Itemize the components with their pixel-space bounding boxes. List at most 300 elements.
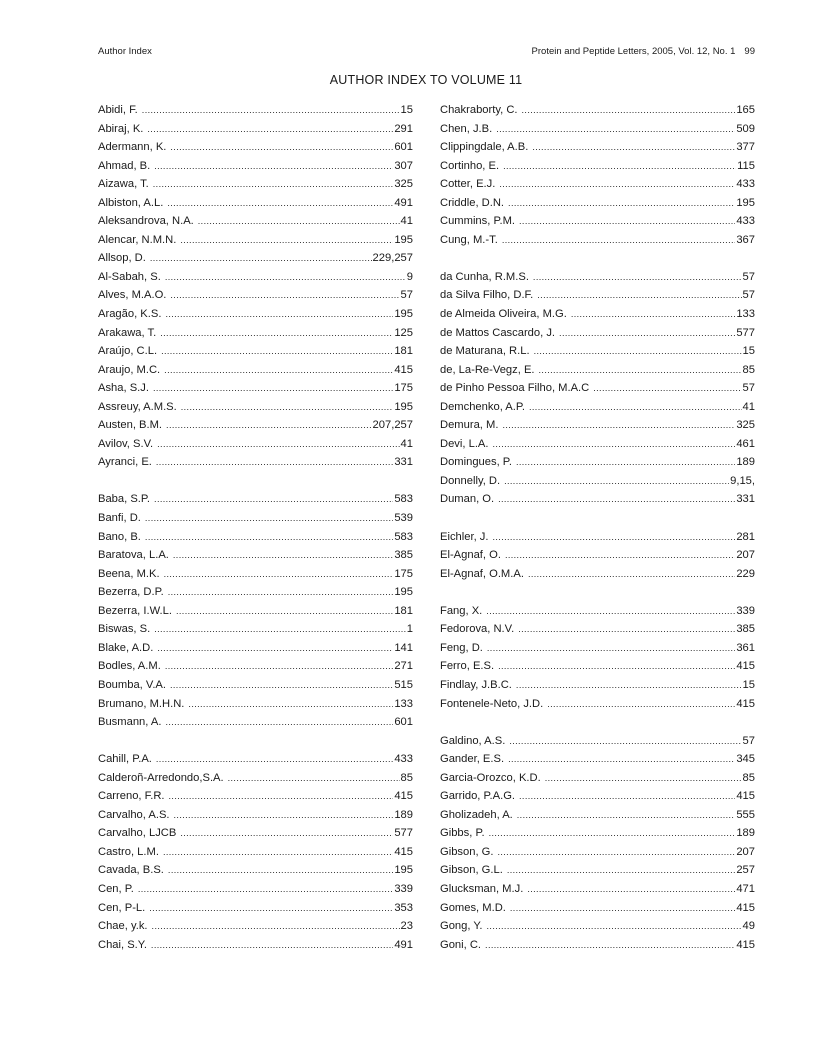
author-name: Abidi, F. bbox=[98, 104, 138, 116]
index-entry bbox=[440, 454, 755, 473]
dot-leader bbox=[519, 213, 735, 229]
page-reference: 555 bbox=[736, 808, 755, 821]
dot-leader bbox=[154, 491, 393, 507]
author-name: Cummins, P.M. bbox=[440, 215, 516, 228]
index-entry bbox=[98, 491, 413, 510]
page-reference: 367 bbox=[736, 233, 755, 246]
author-name: Cen, P-L. bbox=[98, 901, 146, 914]
author-name: Aragão, K.S. bbox=[98, 308, 162, 321]
page-reference: 181 bbox=[394, 604, 413, 617]
index-entry bbox=[440, 881, 755, 900]
dot-leader bbox=[165, 658, 394, 674]
index-entry bbox=[440, 547, 755, 566]
index-entry bbox=[440, 399, 755, 418]
index-entry bbox=[440, 696, 755, 715]
dot-leader bbox=[539, 362, 742, 378]
index-entry bbox=[440, 844, 755, 863]
index-entry bbox=[98, 343, 413, 362]
author-name: Bezerra, D.P. bbox=[98, 586, 164, 599]
index-entry bbox=[440, 825, 755, 844]
dot-leader bbox=[164, 362, 393, 378]
dot-leader bbox=[188, 696, 393, 712]
page-reference: 195 bbox=[394, 308, 413, 321]
index-entry bbox=[440, 139, 755, 158]
dot-leader bbox=[537, 287, 741, 303]
index-entry bbox=[98, 658, 413, 677]
author-name: Gibbs, P. bbox=[440, 827, 485, 840]
dot-leader bbox=[160, 325, 393, 341]
page-reference: 415 bbox=[394, 845, 413, 858]
author-name: Demchenko, A.P. bbox=[440, 400, 525, 413]
dot-leader bbox=[502, 232, 736, 248]
page-reference: 307 bbox=[394, 159, 413, 172]
dot-leader bbox=[170, 139, 393, 155]
author-name: Garrido, P.A.G. bbox=[440, 790, 516, 803]
author-name: Blake, A.D. bbox=[98, 641, 154, 654]
dot-leader bbox=[499, 176, 735, 192]
author-name: Bodles, A.M. bbox=[98, 660, 161, 673]
dot-leader bbox=[165, 269, 406, 285]
index-entry bbox=[98, 807, 413, 826]
author-name: El-Agnaf, O.M.A. bbox=[440, 567, 524, 580]
author-name: Criddle, D.N. bbox=[440, 196, 505, 209]
page-reference: 49 bbox=[742, 920, 755, 933]
page-reference: 195 bbox=[736, 196, 755, 209]
author-name: Calderoñ-Arredondo,S.A. bbox=[98, 771, 224, 784]
index-entry bbox=[440, 807, 755, 826]
dot-leader bbox=[493, 529, 736, 545]
dot-leader bbox=[154, 621, 406, 637]
index-entry bbox=[440, 362, 755, 381]
author-name: Gomes, M.D. bbox=[440, 901, 506, 914]
index-entry bbox=[98, 232, 413, 251]
page-reference: 491 bbox=[394, 938, 413, 951]
letter-group-spacer bbox=[440, 510, 755, 529]
author-name: Avilov, S.V. bbox=[98, 437, 154, 450]
dot-leader bbox=[487, 918, 742, 934]
dot-leader bbox=[517, 807, 736, 823]
dot-leader bbox=[228, 770, 400, 786]
dot-leader bbox=[156, 454, 393, 470]
page-reference: 415 bbox=[394, 790, 413, 803]
dot-leader bbox=[496, 121, 735, 137]
dot-leader bbox=[502, 417, 735, 433]
dot-leader bbox=[498, 491, 735, 507]
index-entry bbox=[440, 862, 755, 881]
author-name: Fontenele-Neto, J.D. bbox=[440, 697, 544, 710]
dot-leader bbox=[138, 881, 393, 897]
dot-leader bbox=[516, 677, 742, 693]
dot-leader bbox=[508, 751, 735, 767]
index-entry bbox=[98, 529, 413, 548]
page-reference: 415 bbox=[394, 363, 413, 376]
dot-leader bbox=[176, 603, 393, 619]
dot-leader bbox=[503, 158, 736, 174]
dot-leader bbox=[180, 825, 393, 841]
author-name: Demura, M. bbox=[440, 419, 499, 432]
author-name: de, La-Re-Vegz, E. bbox=[440, 363, 535, 376]
page-reference: 207 bbox=[736, 845, 755, 858]
page-reference: 353 bbox=[394, 901, 413, 914]
page-reference: 271 bbox=[394, 660, 413, 673]
author-name: Cavada, B.S. bbox=[98, 864, 164, 877]
page-reference: 165 bbox=[736, 104, 755, 116]
page-reference: 15 bbox=[742, 345, 755, 358]
author-name: Gong, Y. bbox=[440, 920, 483, 933]
author-name: Boumba, V.A. bbox=[98, 678, 166, 691]
page-reference: 331 bbox=[736, 493, 755, 506]
author-name: Domingues, P. bbox=[440, 456, 512, 469]
author-name: Ahmad, B. bbox=[98, 159, 151, 172]
index-entry bbox=[98, 677, 413, 696]
running-header-section: Author Index bbox=[98, 46, 152, 57]
index-entry bbox=[440, 287, 755, 306]
page-reference: 509 bbox=[736, 122, 755, 135]
author-name: Cung, M.-T. bbox=[440, 233, 498, 246]
page-reference: 415 bbox=[736, 901, 755, 914]
index-column-right bbox=[440, 102, 755, 955]
dot-leader bbox=[149, 900, 393, 916]
page-reference: 181 bbox=[394, 345, 413, 358]
dot-leader bbox=[519, 788, 735, 804]
author-name: Cortinho, E. bbox=[440, 159, 500, 172]
dot-leader bbox=[157, 436, 399, 452]
index-entry bbox=[98, 621, 413, 640]
running-header-journal bbox=[532, 46, 755, 58]
page-reference: 583 bbox=[394, 530, 413, 543]
index-entry bbox=[440, 937, 755, 956]
dot-leader bbox=[486, 603, 735, 619]
author-name: Bezerra, I.W.L. bbox=[98, 604, 172, 617]
index-entry bbox=[98, 139, 413, 158]
author-name: Carreno, F.R. bbox=[98, 790, 165, 803]
author-name: Beena, M.K. bbox=[98, 567, 160, 580]
index-entry bbox=[440, 380, 755, 399]
page-reference: 415 bbox=[736, 697, 755, 710]
dot-leader bbox=[547, 696, 735, 712]
author-name: Araújo, C.L. bbox=[98, 345, 158, 358]
dot-leader bbox=[180, 232, 393, 248]
page-reference: 325 bbox=[394, 178, 413, 191]
author-name: Chakraborty, C. bbox=[440, 104, 518, 116]
index-entry bbox=[440, 677, 755, 696]
dot-leader bbox=[571, 306, 735, 322]
page-reference: 325 bbox=[736, 419, 755, 432]
page-reference: 189 bbox=[394, 808, 413, 821]
dot-leader bbox=[493, 436, 736, 452]
dot-leader bbox=[518, 621, 735, 637]
page-reference: 133 bbox=[736, 308, 755, 321]
index-entry bbox=[98, 696, 413, 715]
author-name: Assreuy, A.M.S. bbox=[98, 400, 177, 413]
index-entry bbox=[440, 269, 755, 288]
page-reference: 195 bbox=[394, 400, 413, 413]
dot-leader bbox=[169, 788, 394, 804]
page-reference: 57 bbox=[742, 289, 755, 302]
page-reference: 433 bbox=[736, 178, 755, 191]
author-name: Austen, B.M. bbox=[98, 419, 163, 432]
index-entry bbox=[440, 918, 755, 937]
dot-leader bbox=[510, 900, 735, 916]
dot-leader bbox=[142, 102, 400, 118]
author-name: Chae, y.k. bbox=[98, 920, 148, 933]
author-name: Chen, J.B. bbox=[440, 122, 493, 135]
index-entry bbox=[440, 751, 755, 770]
page-reference: 339 bbox=[394, 882, 413, 895]
letter-group-spacer bbox=[440, 250, 755, 269]
page-reference: 461 bbox=[736, 437, 755, 450]
author-name: Castro, L.M. bbox=[98, 845, 159, 858]
page-reference: 433 bbox=[394, 753, 413, 766]
dot-leader bbox=[161, 343, 393, 359]
author-name: Garcia-Orozco, K.D. bbox=[440, 771, 541, 784]
index-entry bbox=[440, 566, 755, 585]
author-name: de Pinho Pessoa Filho, M.A.C bbox=[440, 382, 590, 395]
index-entry bbox=[440, 788, 755, 807]
dot-leader bbox=[157, 640, 393, 656]
index-entry bbox=[98, 714, 413, 733]
letter-group-spacer bbox=[98, 473, 413, 492]
page-reference: 175 bbox=[394, 567, 413, 580]
index-entry bbox=[98, 213, 413, 232]
page-reference: 601 bbox=[394, 716, 413, 729]
dot-leader bbox=[529, 399, 742, 415]
author-name: Banfi, D. bbox=[98, 512, 141, 525]
author-name: Asha, S.J. bbox=[98, 382, 149, 395]
author-name: Galdino, A.S. bbox=[440, 734, 506, 747]
author-name: Gholizadeh, A. bbox=[440, 808, 513, 821]
dot-leader bbox=[170, 287, 399, 303]
page-reference: 115 bbox=[737, 159, 755, 172]
index-entry bbox=[98, 825, 413, 844]
page-reference: 9 bbox=[406, 270, 413, 283]
author-name: Feng, D. bbox=[440, 641, 483, 654]
page-reference: 133 bbox=[394, 697, 413, 710]
dot-leader bbox=[156, 751, 393, 767]
author-name: da Silva Filho, D.F. bbox=[440, 289, 534, 302]
dot-leader bbox=[154, 158, 393, 174]
index-entry bbox=[440, 640, 755, 659]
dot-leader bbox=[545, 770, 742, 786]
index-entry bbox=[440, 232, 755, 251]
dot-leader bbox=[489, 825, 736, 841]
page-reference: 345 bbox=[736, 753, 755, 766]
index-entry bbox=[98, 250, 413, 269]
dot-leader bbox=[167, 195, 393, 211]
dot-leader bbox=[534, 343, 742, 359]
author-name: Gander, E.S. bbox=[440, 753, 505, 766]
dot-leader bbox=[497, 844, 735, 860]
page-reference: 339 bbox=[736, 604, 755, 617]
index-entry bbox=[98, 454, 413, 473]
author-name: Alves, M.A.O. bbox=[98, 289, 167, 302]
author-name: Gibson, G. bbox=[440, 845, 494, 858]
author-name: Arakawa, T. bbox=[98, 326, 157, 339]
author-name: Ayranci, E. bbox=[98, 456, 152, 469]
page-reference: 195 bbox=[394, 864, 413, 877]
author-name: El-Agnaf, O. bbox=[440, 549, 501, 562]
page-reference: 175 bbox=[394, 382, 413, 395]
page-reference: 281 bbox=[736, 530, 755, 543]
page-reference: 515 bbox=[394, 678, 413, 691]
author-name: Chai, S.Y. bbox=[98, 938, 147, 951]
author-name: Findlay, J.B.C. bbox=[440, 678, 512, 691]
author-name: Aizawa, T. bbox=[98, 178, 149, 191]
dot-leader bbox=[165, 306, 393, 322]
page-reference: 57 bbox=[742, 382, 755, 395]
index-entry bbox=[440, 529, 755, 548]
letter-group-spacer bbox=[98, 733, 413, 752]
dot-leader bbox=[168, 584, 394, 600]
page-reference: 291 bbox=[394, 122, 413, 135]
author-name: Abiraj, K. bbox=[98, 122, 144, 135]
index-entry bbox=[98, 937, 413, 956]
dot-leader bbox=[153, 380, 393, 396]
dot-leader bbox=[507, 862, 736, 878]
index-entry bbox=[98, 603, 413, 622]
dot-leader bbox=[527, 881, 735, 897]
dot-leader bbox=[504, 473, 729, 489]
index-entry bbox=[98, 640, 413, 659]
page-reference: 491 bbox=[394, 196, 413, 209]
index-entry bbox=[440, 770, 755, 789]
author-name: Goni, C. bbox=[440, 938, 482, 951]
page-reference: 539 bbox=[394, 512, 413, 525]
letter-group-spacer bbox=[440, 584, 755, 603]
dot-leader bbox=[593, 380, 741, 396]
index-entry bbox=[98, 881, 413, 900]
author-name: Baba, S.P. bbox=[98, 493, 151, 506]
page-reference: 433 bbox=[736, 215, 755, 228]
page-reference: 125 bbox=[394, 326, 413, 339]
dot-leader bbox=[164, 566, 394, 582]
page-reference: 85 bbox=[400, 771, 413, 784]
page-reference: 23 bbox=[400, 920, 413, 933]
index-entry bbox=[440, 733, 755, 752]
dot-leader bbox=[166, 417, 372, 433]
index-entry bbox=[440, 176, 755, 195]
author-name: Fang, X. bbox=[440, 604, 483, 617]
page-reference: 85 bbox=[742, 363, 755, 376]
author-name: Biswas, S. bbox=[98, 623, 151, 636]
index-entry bbox=[440, 603, 755, 622]
dot-leader bbox=[145, 529, 393, 545]
author-name: Alencar, N.M.N. bbox=[98, 233, 177, 246]
page-reference: 577 bbox=[394, 827, 413, 840]
index-entry bbox=[98, 158, 413, 177]
index-entry bbox=[98, 788, 413, 807]
dot-leader bbox=[168, 862, 393, 878]
author-name: Allsop, D. bbox=[98, 252, 146, 265]
dot-leader bbox=[170, 677, 393, 693]
author-name: Baratova, L.A. bbox=[98, 549, 169, 562]
index-entry bbox=[98, 399, 413, 418]
dot-leader bbox=[152, 918, 400, 934]
page-reference: 1 bbox=[406, 623, 413, 636]
index-entry bbox=[440, 473, 755, 492]
author-name: Devi, L.A. bbox=[440, 437, 489, 450]
dot-leader bbox=[532, 139, 735, 155]
page-reference: 57 bbox=[742, 734, 755, 747]
index-entry bbox=[98, 900, 413, 919]
index-entry bbox=[98, 121, 413, 140]
author-name: da Cunha, R.M.S. bbox=[440, 270, 529, 283]
dot-leader bbox=[163, 844, 393, 860]
page-reference: 229,257 bbox=[372, 252, 413, 265]
page-reference: 601 bbox=[394, 141, 413, 154]
page-reference: 229 bbox=[736, 567, 755, 580]
index-entry bbox=[440, 436, 755, 455]
page-reference: 577 bbox=[736, 326, 755, 339]
author-name: Araujo, M.C. bbox=[98, 363, 161, 376]
dot-leader bbox=[559, 325, 735, 341]
index-column-left bbox=[98, 102, 413, 955]
index-entry bbox=[98, 584, 413, 603]
page-reference: 385 bbox=[736, 623, 755, 636]
index-entry bbox=[440, 491, 755, 510]
page-reference: 377 bbox=[736, 141, 755, 154]
page-reference: 141 bbox=[394, 641, 413, 654]
index-entry bbox=[440, 343, 755, 362]
index-entry bbox=[98, 176, 413, 195]
page-reference: 189 bbox=[736, 827, 755, 840]
author-name: Brumano, M.H.N. bbox=[98, 697, 185, 710]
index-entry bbox=[98, 102, 413, 121]
dot-leader bbox=[174, 807, 394, 823]
page-reference: 41 bbox=[742, 400, 755, 413]
page-reference: 15 bbox=[400, 104, 413, 116]
dot-leader bbox=[153, 176, 394, 192]
author-name: Cen, P. bbox=[98, 882, 134, 895]
index-entry bbox=[98, 269, 413, 288]
index-entry bbox=[440, 195, 755, 214]
page-number: 99 bbox=[744, 46, 755, 57]
index-entry bbox=[98, 770, 413, 789]
index-entry bbox=[98, 862, 413, 881]
dot-leader bbox=[508, 195, 735, 211]
index-entry bbox=[98, 362, 413, 381]
author-name: de Mattos Cascardo, J. bbox=[440, 326, 556, 339]
page-reference: 207,257 bbox=[372, 419, 413, 432]
index-entry bbox=[98, 325, 413, 344]
page-reference: 471 bbox=[736, 882, 755, 895]
page-reference: 57 bbox=[400, 289, 413, 302]
dot-leader bbox=[487, 640, 735, 656]
dot-leader bbox=[485, 937, 735, 953]
page-reference: 57 bbox=[742, 270, 755, 283]
dot-leader bbox=[145, 510, 393, 526]
page-reference: 195 bbox=[394, 586, 413, 599]
dot-leader bbox=[505, 547, 735, 563]
dot-leader bbox=[198, 213, 400, 229]
index-entry bbox=[440, 102, 755, 121]
dot-leader bbox=[151, 937, 393, 953]
index-entry bbox=[98, 547, 413, 566]
author-name: Bano, B. bbox=[98, 530, 141, 543]
index-entry bbox=[440, 900, 755, 919]
dot-leader bbox=[516, 454, 735, 470]
index-entry bbox=[98, 380, 413, 399]
page-reference: 207 bbox=[736, 549, 755, 562]
dot-leader bbox=[509, 733, 741, 749]
index-entry bbox=[440, 621, 755, 640]
author-name: Aleksandrova, N.A. bbox=[98, 215, 194, 228]
page-reference: 85 bbox=[742, 771, 755, 784]
author-name: Carvalho, LJCB bbox=[98, 827, 177, 840]
author-name: Cahill, P.A. bbox=[98, 753, 152, 766]
dot-leader bbox=[528, 566, 735, 582]
index-entry bbox=[440, 325, 755, 344]
